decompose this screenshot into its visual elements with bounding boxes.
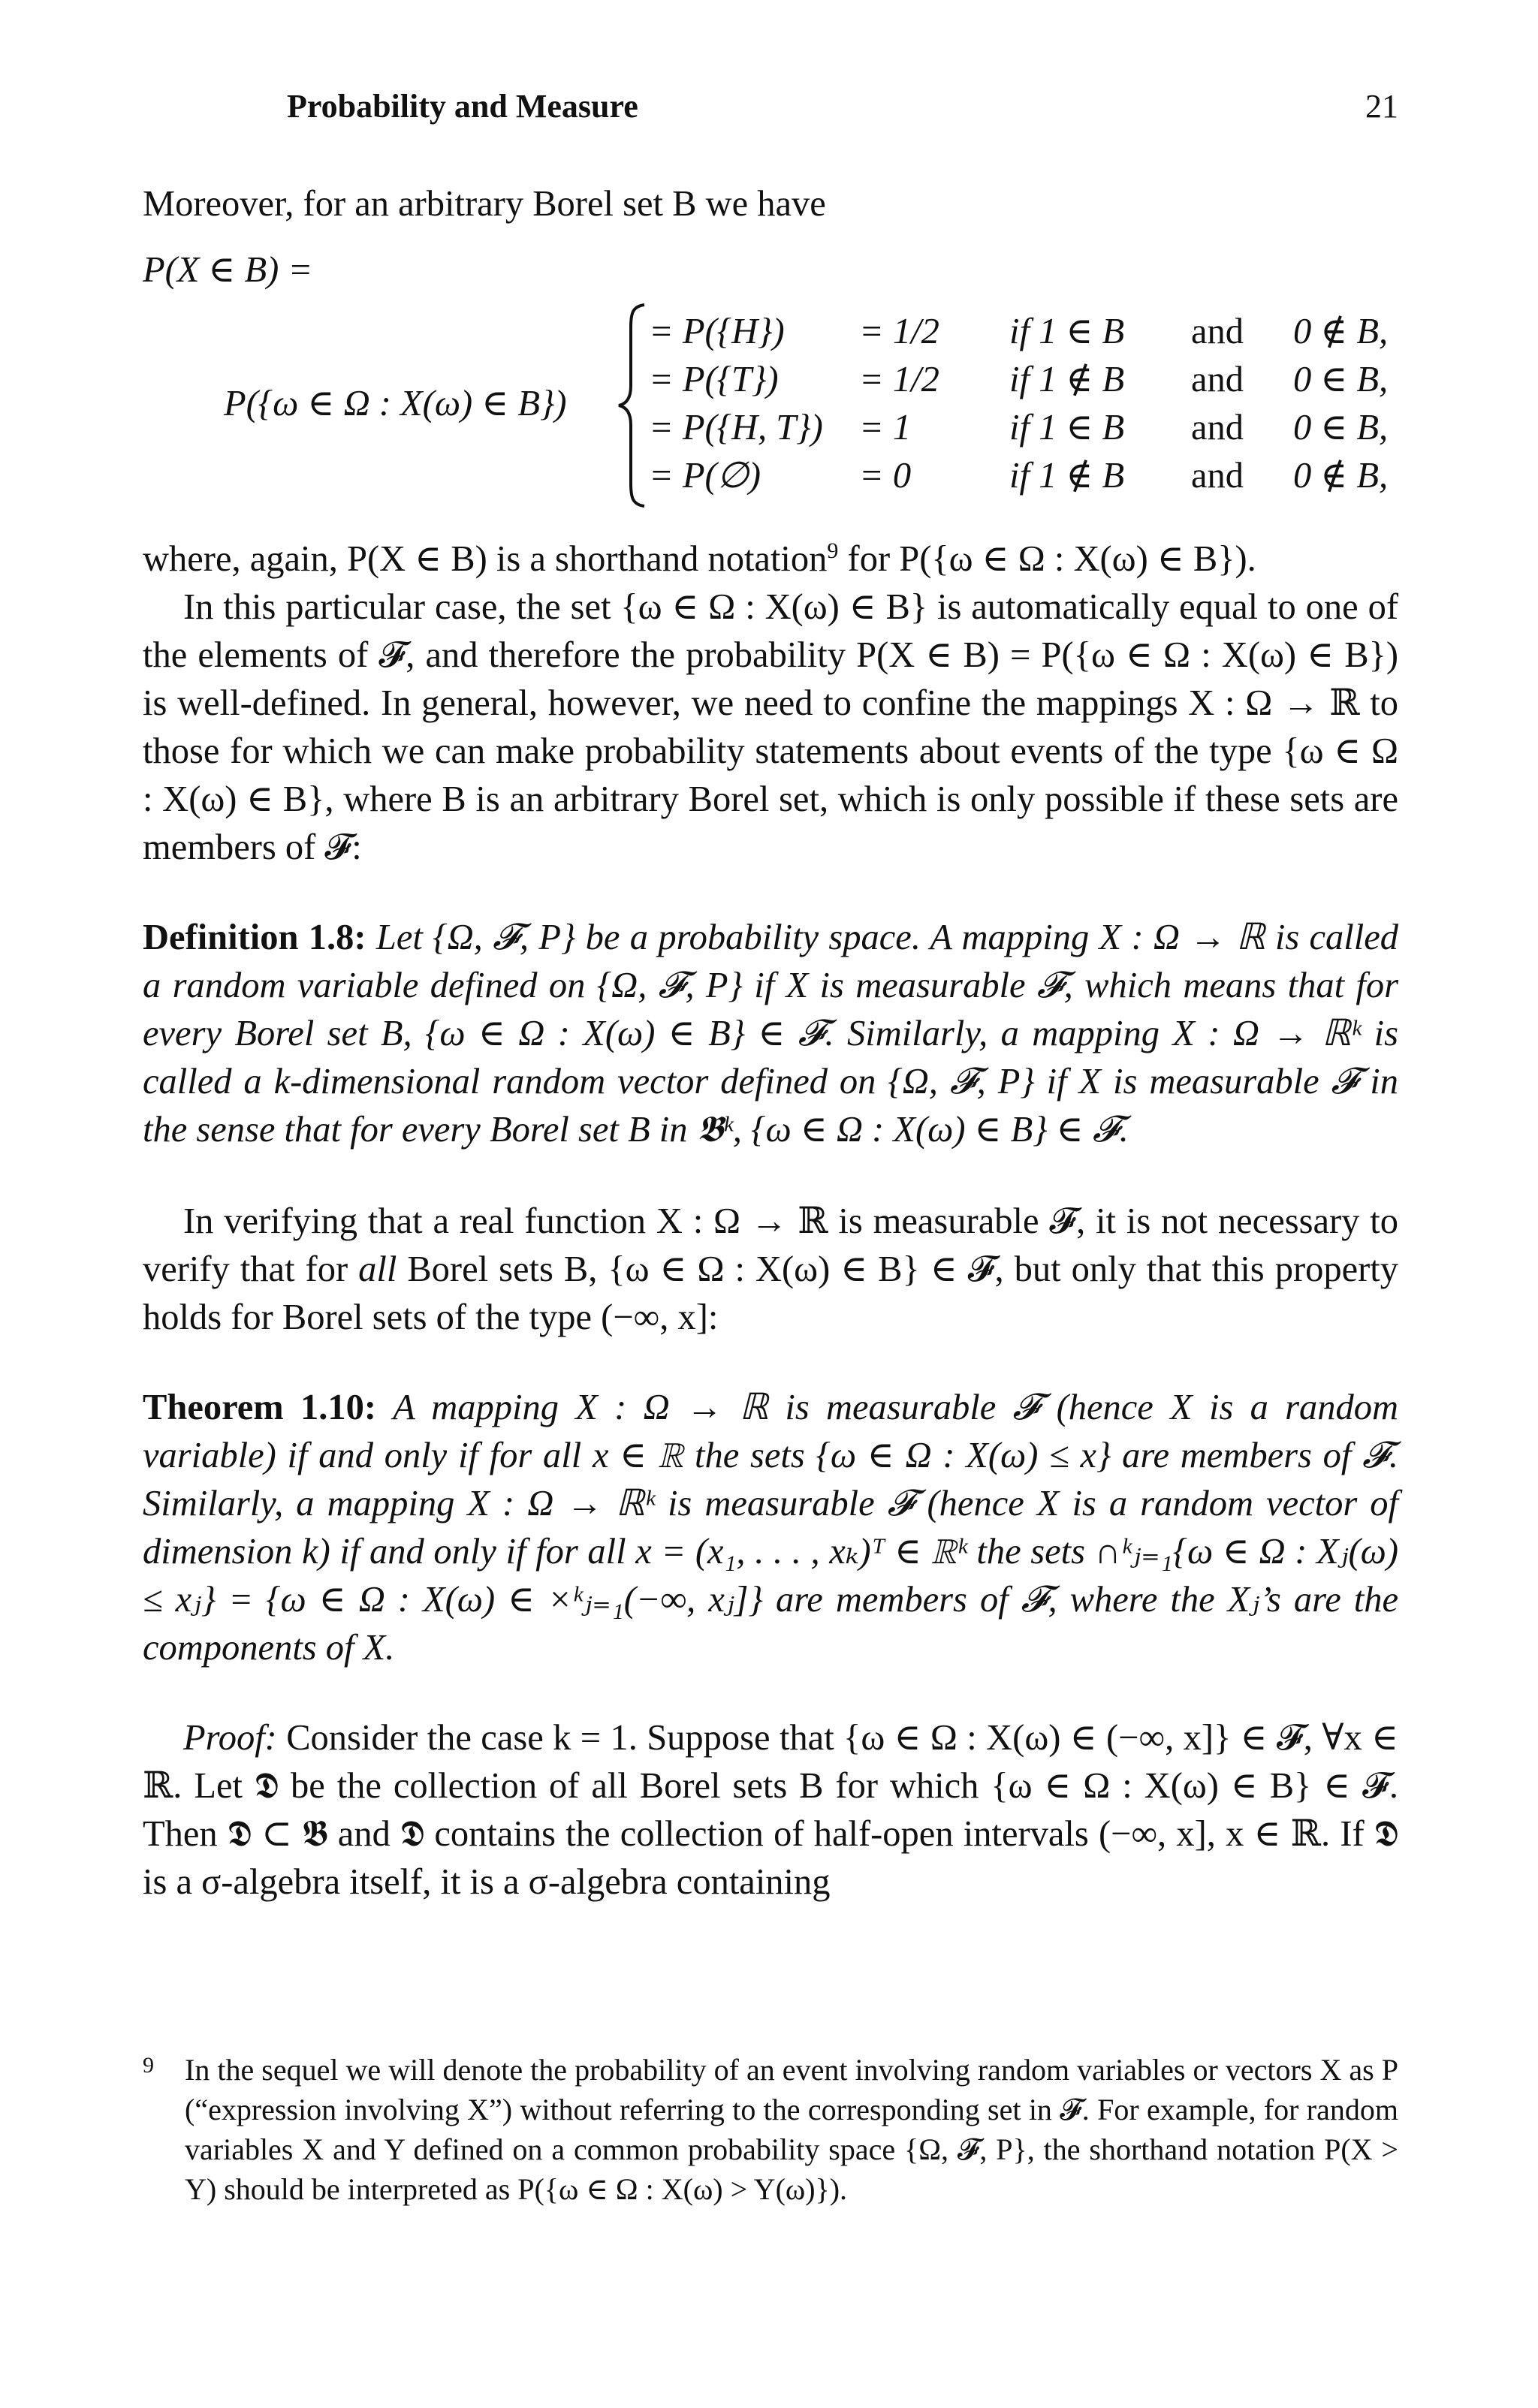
intro-paragraph: Moreover, for an arbitrary Borel set B we have [143, 184, 826, 224]
proof-paragraph [143, 1714, 1398, 1906]
case-condition: if 1 ∈ B [1009, 408, 1125, 448]
where-paragraph [143, 527, 1398, 583]
verify-text: In verifying that a real function X : Ω → ℝ is measurable 𝓕, it is not necessary to verify that for [143, 1201, 1398, 1290]
cases-rows [649, 308, 1400, 500]
case-row [649, 452, 1400, 500]
footnote-text: In the sequel we will denote the probability of an event involving random variables or vectors X as P (“expression involving X”) without referring to the corresponding set in 𝓕. For example, for random variables X and Y defined on a common probability space {Ω, 𝓕, P}, the shorthand notation P(X > Y) should be interpreted as P({ω ∈ Ω : X(ω) > Y(ω)}). [185, 2053, 1398, 2206]
case-conjunction: and [1191, 312, 1244, 351]
case-expr: = P({T}) [649, 360, 779, 399]
page-number: 21 [1365, 88, 1398, 125]
proof-label: Proof: [183, 1718, 277, 1759]
theorem-block [143, 1384, 1398, 1672]
definition-block [143, 914, 1398, 1154]
case-expr: = P({H, T}) [649, 408, 823, 448]
running-header [287, 87, 1398, 132]
case-value: = 1/2 [859, 360, 939, 399]
page-body [143, 180, 1398, 1906]
case-row [649, 308, 1400, 356]
case-value: = 0 [859, 456, 912, 496]
running-title: Probability and Measure [287, 88, 638, 125]
definition-text: Let {Ω, 𝓕, P} be a probability space. A mapping X : Ω → ℝ is called a random variable defined on {Ω, 𝓕, P} if X is measurable 𝓕, which means that for every Borel set B, {ω ∈ Ω : X(ω) ∈ B} ∈ 𝓕. Similarly, a mapping X : Ω → ℝᵏ is called a k-dimensional random vector defined on {Ω, 𝓕, P} if X is measurable 𝓕 in the sense that for every Borel set B in 𝕭ᵏ, {ω ∈ Ω : X(ω) ∈ B} ∈ 𝓕. [143, 918, 1399, 1150]
theorem-label: Theorem 1.10: [143, 1388, 376, 1428]
case-conjunction: and [1191, 456, 1244, 496]
case-expr: = P({H}) [649, 312, 785, 351]
where-text: where, again, P(X ∈ B) is a shorthand notation [143, 539, 828, 580]
case-condition: if 1 ∉ B [1009, 360, 1125, 399]
verify-text-end: Borel sets B, {ω ∈ Ω : X(ω) ∈ B} ∈ 𝓕, but only that this property holds for Borel sets of the type (−∞, x]: [143, 1249, 1398, 1338]
proof-text: Consider the case k = 1. Suppose that {ω ∈ Ω : X(ω) ∈ (−∞, x]} ∈ 𝓕, ∀x ∈ ℝ. Let 𝕯 be the collection of all Borel sets B for which {ω ∈ Ω : X(ω) ∈ B} ∈ 𝓕. Then 𝕯 ⊂ 𝕭 and 𝕯 contains the collection of half-open intervals (−∞, x], x ∈ ℝ. If 𝕯 is a σ-algebra itself, it is a σ-algebra containing [143, 1718, 1398, 1903]
case-expr: = P(∅) [649, 456, 761, 496]
case-condition: 0 ∈ B, [1293, 408, 1389, 448]
theorem-text: A mapping X : Ω → ℝ is measurable 𝓕 (hence X is a random variable) if and only if for all x ∈ ℝ the sets {ω ∈ Ω : X(ω) ≤ x} are members of 𝓕. Similarly, a mapping X : Ω → ℝᵏ is measurable 𝓕 (hence X is a random vector of dimension k) if and only if for all x = (x₁, . . . , xₖ)ᵀ ∈ ℝᵏ the sets ∩ᵏⱼ₌₁{ω ∈ Ω : Xⱼ(ω) ≤ xⱼ} = {ω ∈ Ω : X(ω) ∈ ×ᵏⱼ₌₁(−∞, xⱼ]} are members of 𝓕, where the Xⱼ’s are the components of X. [143, 1388, 1398, 1668]
case-value: = 1 [859, 408, 912, 448]
where-text-end: for P({ω ∈ Ω : X(ω) ∈ B}). [838, 539, 1256, 580]
footnote-ref: 9 [827, 538, 839, 563]
cases-equation [143, 308, 1398, 511]
case-value: = 1/2 [859, 312, 939, 351]
case-condition: 0 ∈ B, [1293, 360, 1389, 399]
case-row [649, 356, 1400, 404]
particular-case-paragraph: In this particular case, the set {ω ∈ Ω : X(ω) ∈ B} is automatically equal to one of the elements of 𝓕, and therefore the probability P(X ∈ B) = P({ω ∈ Ω : X(ω) ∈ B}) is well-defined. In general, however, we need to confine the mappings X : Ω → ℝ to those for which we can make probability statements about events of the type {ω ∈ Ω : X(ω) ∈ B}, where B is an arbitrary Borel set, which is only possible if these sets are members of 𝓕: [143, 587, 1398, 868]
definition-label: Definition 1.8: [143, 918, 366, 958]
verify-emphasis: all [358, 1249, 397, 1290]
left-brace-icon [614, 302, 649, 509]
case-condition: if 1 ∈ B [1009, 312, 1125, 351]
equation-lhs-main: P({ω ∈ Ω : X(ω) ∈ B}) [224, 384, 567, 423]
case-condition: 0 ∉ B, [1293, 312, 1389, 351]
equation-lhs: P(X ∈ B) = [143, 250, 313, 290]
case-conjunction: and [1191, 360, 1244, 399]
case-condition: 0 ∉ B, [1293, 456, 1389, 496]
case-condition: if 1 ∉ B [1009, 456, 1125, 496]
case-conjunction: and [1191, 408, 1244, 448]
footnote [143, 2050, 1398, 2209]
case-row [649, 404, 1400, 452]
verify-paragraph [143, 1198, 1398, 1342]
footnote-mark: 9 [143, 2053, 154, 2078]
